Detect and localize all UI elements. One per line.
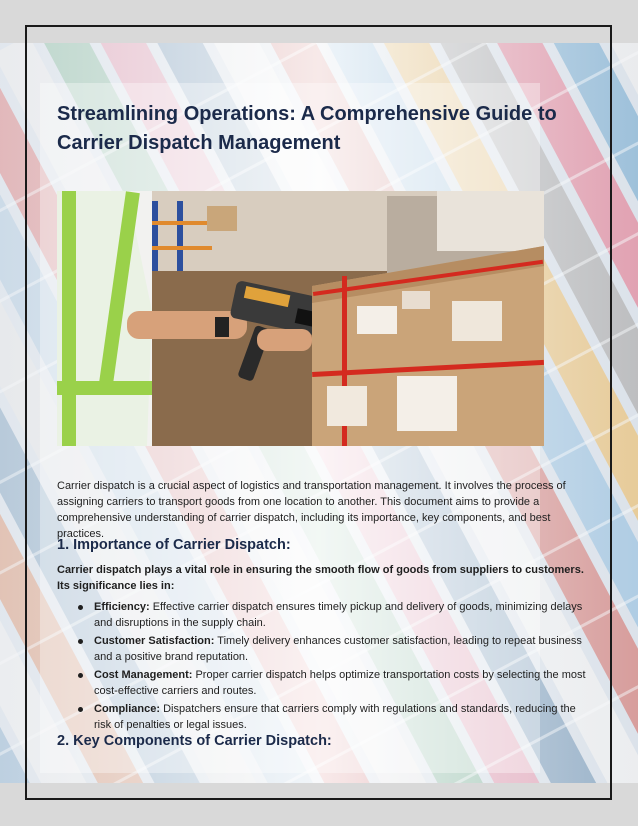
bullet-term: Compliance: [94,703,161,715]
intro-paragraph: Carrier dispatch is a crucial aspect of logistics and transportation management. It involves the process of assigning carriers to transport goods from one location to another. This document aims to provide a comprehensive understanding of carrier dispatch, including its importance, key components, and best practices. [57,480,566,540]
bullet-term: Customer Satisfaction: [94,635,215,647]
bullet-text: Effective carrier dispatch ensures timely pickup and delivery of goods, minimizing delays and disruptions in the supply chain. [94,601,583,629]
bullet-item [57,701,587,733]
bullet-item [57,667,587,699]
bullet-item [57,599,587,631]
warehouse-scanner-photo [57,191,544,446]
bullet-term: Efficiency: [94,601,150,613]
section-heading-components: 2. Key Components of Carrier Dispatch: [57,733,332,749]
bullet-text: Dispatchers ensure that carriers comply with regulations and standards, reducing the risk of penalties or legal issues. [94,703,576,731]
page-title: Streamlining Operations: A Comprehensive Guide to Carrier Dispatch Management [57,103,557,154]
section-heading-importance: 1. Importance of Carrier Dispatch: [57,537,291,553]
bullet-item [57,633,587,665]
bullet-text: Timely delivery enhances customer satisfaction, leading to repeat business and a positive brand reputation. [94,635,582,663]
importance-bullet-list [57,599,587,735]
section-lead-paragraph: Carrier dispatch plays a vital role in ensuring the smooth flow of goods from suppliers to customers. Its significance lies in: [57,564,584,592]
bullet-text: Proper carrier dispatch helps optimize transportation costs by selecting the most cost-effective carriers and routes. [94,669,586,697]
bullet-term: Cost Management: [94,669,193,681]
